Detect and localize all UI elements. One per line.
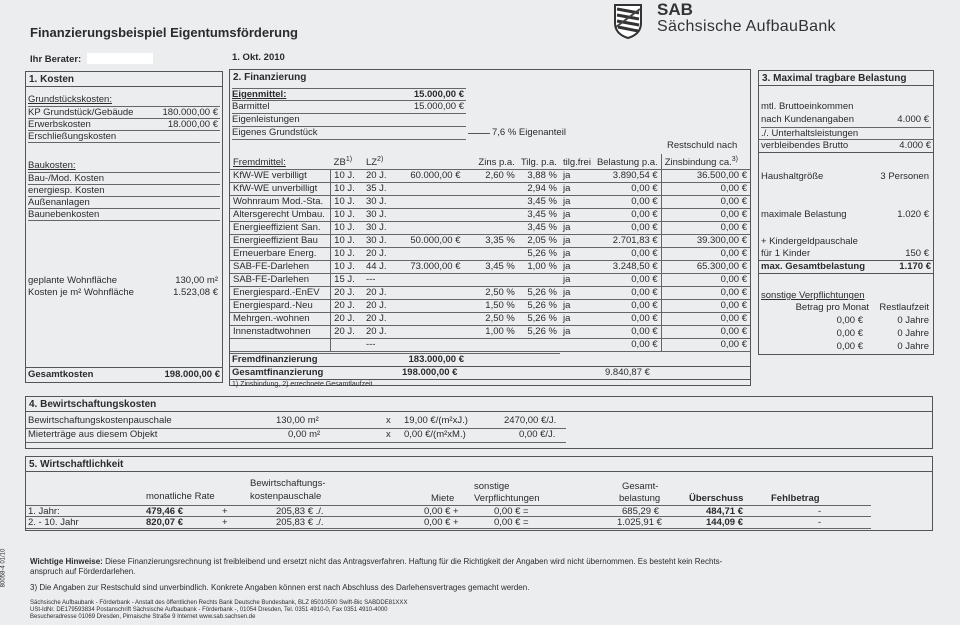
footer-line-1: Sächsische Aufbaubank - Förderbank - Anstalt des öffentlichen Rechts Bank Deutsche Bundesbank, BLZ 85010500 Swift-Bic SABDDE81XXX bbox=[30, 600, 408, 606]
cell-tilg: 1,00 % bbox=[527, 261, 557, 273]
col-zb-sup: 1) bbox=[345, 156, 353, 163]
cell-tilg: 5,26 % bbox=[527, 287, 557, 299]
cell-rest: 0,00 € bbox=[661, 339, 750, 352]
cell-lz: 30 J. bbox=[365, 196, 387, 208]
haushalt-row: Haushaltgröße 3 Personen bbox=[761, 171, 929, 182]
cell-zins bbox=[464, 339, 518, 352]
advisor-name-redacted bbox=[87, 53, 153, 64]
eigenanteil-connector bbox=[468, 133, 490, 134]
cell-tilg bbox=[518, 339, 560, 352]
cell-tilg: 5,26 % bbox=[527, 326, 557, 338]
eigenanteil: 7,6 % Eigenanteil bbox=[492, 127, 566, 138]
kosten-row: energiesp. Kosten bbox=[28, 184, 220, 196]
cell-tf: ja bbox=[562, 326, 571, 338]
cell-zb: 10 J. bbox=[334, 248, 355, 260]
footer-line-2: USt-IdNr. DE179593834 Postanschrift Sächsische Aufbaubank - Förderbank -, 01054 Dresden, Tel. 0351 4910-0, Fax 0351 4910-4000 bbox=[30, 607, 388, 613]
unterhalt-row: ./. Unterhaltsleistungen bbox=[761, 127, 931, 139]
cell-tilg: 3,45 % bbox=[527, 209, 557, 221]
cell-bel: 0,00 € bbox=[631, 209, 658, 221]
cell-bel: 3.890,54 € bbox=[612, 170, 658, 182]
cell-zins bbox=[464, 248, 518, 261]
cell-bel: 0,00 € bbox=[631, 274, 658, 286]
cell-name: SAB-FE-Darlehen bbox=[230, 274, 331, 287]
cell-bel: 0,00 € bbox=[631, 339, 658, 351]
cell-tilg: 3,88 % bbox=[527, 170, 557, 182]
cell-zb bbox=[331, 339, 363, 352]
kosten-row: KP Grundstück/Gebäude 180.000,00 € bbox=[28, 107, 218, 118]
cell-betrag: 73.000,00 € bbox=[410, 261, 461, 273]
cell-zb: 10 J. bbox=[334, 196, 355, 208]
wirtschaft-row: 2. - 10. Jahr 820,07 € + 205,83 € ./. 0,00 € + 0,00 € = 1.025,91 € 144,09 € - bbox=[26, 517, 871, 529]
col-zb: ZB bbox=[333, 157, 346, 169]
cell-name: Energieeffizient Bau bbox=[230, 235, 331, 248]
cell-tilg: 5,26 % bbox=[527, 300, 557, 312]
cell-zins: 2,60 % bbox=[485, 170, 515, 182]
cell-zb: 20 J. bbox=[334, 326, 355, 338]
cell-lz: 44 J. bbox=[365, 261, 387, 273]
logo-bank-name: Sächsische AufbauBank bbox=[657, 18, 836, 35]
cell-name: Erneuerbare Energ. bbox=[230, 248, 331, 261]
col-rate: monatliche Rate bbox=[146, 491, 215, 502]
gesamtkosten-row: Gesamtkosten 198.000,00 € bbox=[28, 369, 220, 380]
section-wirtschaftlichkeit bbox=[25, 456, 933, 531]
cell-rest: 0,00 € bbox=[661, 209, 750, 222]
col-zins: Zins p.a. bbox=[478, 157, 515, 169]
cell-rest: 36.500,00 € bbox=[661, 170, 750, 183]
fremdmittel-row bbox=[230, 339, 750, 352]
cell-zins bbox=[464, 196, 518, 209]
cell-zb: 10 J. bbox=[334, 209, 355, 221]
cell-betrag bbox=[401, 287, 463, 300]
brutto-label-1: mtl. Bruttoeinkommen bbox=[761, 101, 854, 112]
sonstige-row: 0,00 € 0 Jahre bbox=[836, 328, 929, 339]
cell-betrag bbox=[401, 326, 463, 339]
cell-name: Altersgerecht Umbau. bbox=[230, 209, 331, 222]
qm-kosten-row: Kosten je m² Wohnfläche 1.523,08 € bbox=[28, 287, 218, 298]
cell-tilg bbox=[518, 274, 560, 287]
cell-name: Energiespard.-Neu bbox=[230, 300, 331, 313]
fremdmittel-row bbox=[230, 274, 750, 287]
kosten-row: Bau-/Mod. Kosten bbox=[28, 172, 220, 184]
col-bewirtschaftung-2: kostenpauschale bbox=[250, 491, 322, 502]
col-fremdmittel: Fremdmittel: bbox=[233, 157, 286, 169]
section-heading: 1. Kosten bbox=[26, 72, 222, 87]
col-lz: LZ bbox=[365, 157, 378, 169]
cell-lz: 20 J. bbox=[365, 287, 387, 299]
footer-line-3: Besucheradresse 01069 Dresden, Pirnaische Straße 9 Internet www.sab.sachsen.de bbox=[30, 614, 256, 620]
cell-name: Mehrgen.-wohnen bbox=[230, 313, 331, 326]
cell-bel: 0,00 € bbox=[631, 313, 658, 325]
hinweis-line-3: 3) Die Angaben zur Restschuld sind unverbindlich. Konkrete Angaben können erst nach Abschluss des Darlehensvertrages gemacht werden. bbox=[30, 583, 530, 592]
fremdmittel-row bbox=[230, 300, 750, 313]
cell-zb: 10 J. bbox=[334, 222, 355, 234]
cell-rest: 0,00 € bbox=[661, 326, 750, 339]
max-belastung-row: maximale Belastung 1.020 € bbox=[761, 209, 929, 220]
cell-tf: ja bbox=[562, 287, 571, 299]
fremdmittel-row bbox=[230, 183, 750, 196]
cell-bel: 0,00 € bbox=[631, 248, 658, 260]
cell-bel: 3.248,50 € bbox=[612, 261, 658, 273]
sonstige-header: Betrag pro Monat Restlaufzeit bbox=[795, 302, 929, 313]
cell-betrag bbox=[401, 300, 463, 313]
cell-zins: 3,35 % bbox=[485, 235, 515, 247]
cell-tf: ja bbox=[562, 274, 571, 286]
cell-tf: ja bbox=[562, 196, 571, 208]
section-heading: 5. Wirtschaftlichkeit bbox=[26, 457, 932, 472]
sonstige-row: 0,00 € 0 Jahre bbox=[836, 341, 929, 352]
cell-betrag: 60.000,00 € bbox=[410, 170, 461, 182]
cell-rest: 0,00 € bbox=[661, 287, 750, 300]
wohnflaeche-row: geplante Wohnfläche 130,00 m² bbox=[28, 275, 218, 286]
cell-rest: 39.300,00 € bbox=[661, 235, 750, 248]
sonstige-label: sonstige Verpflichtungen bbox=[761, 290, 865, 301]
cell-lz: 20 J. bbox=[365, 248, 387, 260]
col-rest-sup: 3) bbox=[731, 156, 738, 163]
cell-lz: 20 J. bbox=[365, 300, 387, 312]
cell-zb: 10 J. bbox=[334, 170, 355, 182]
cell-tf bbox=[560, 339, 594, 352]
cell-bel: 0,00 € bbox=[631, 183, 658, 195]
section-bewirtschaftung bbox=[25, 396, 933, 449]
fremdmittel-row bbox=[230, 196, 750, 209]
cell-zins: 2,50 % bbox=[485, 287, 515, 299]
eigen-row: Eigenes Grundstück bbox=[232, 127, 466, 140]
kosten-row: Baunebenkosten bbox=[28, 208, 220, 221]
cell-zb: 10 J. bbox=[334, 183, 355, 195]
fremdmittel-row bbox=[230, 170, 750, 183]
bewirtschaftung-row: Bewirtschaftungskostenpauschale 130,00 m² x 19,00 €/(m²xJ.) 2470,00 €/J. bbox=[26, 415, 566, 429]
cell-betrag bbox=[401, 339, 463, 352]
grundstueck-label: Grundstückskosten: bbox=[28, 94, 112, 105]
cell-tilg: 5,26 % bbox=[527, 313, 557, 325]
cell-zins bbox=[464, 209, 518, 222]
cell-bel: 0,00 € bbox=[631, 196, 658, 208]
hinweis-line-1: Wichtige Hinweise: Diese Finanzierungsrechnung ist freibleibend und ersetzt nicht das Antragsverfahren. Haftung für die Richtigkeit der Angaben wird nicht übernommen. Es besteht kein Rechts- bbox=[30, 557, 723, 566]
col-gesamt-1: Gesamt- bbox=[622, 481, 659, 492]
col-tilgfrei: tilg.frei bbox=[562, 157, 591, 169]
cell-betrag bbox=[401, 222, 463, 235]
form-number: 80058-4 01/10 bbox=[0, 548, 7, 588]
eigenmittel-row: Eigenmittel: 15.000,00 € bbox=[232, 89, 464, 100]
cell-name: Energieeffizient San. bbox=[230, 222, 331, 235]
fremdmittel-table bbox=[230, 154, 750, 352]
kindergeld-label: + Kindergeldpauschale bbox=[761, 236, 858, 247]
page-title: Finanzierungsbeispiel Eigentumsförderung bbox=[30, 25, 298, 40]
baukosten-label: Baukosten: bbox=[28, 160, 76, 171]
cell-zb: 20 J. bbox=[334, 300, 355, 312]
document-date: 1. Okt. 2010 bbox=[232, 52, 285, 63]
saxony-crest-icon bbox=[612, 3, 644, 39]
cell-tf: ja bbox=[562, 209, 571, 221]
cell-bel: 0,00 € bbox=[631, 222, 658, 234]
cell-betrag: 50.000,00 € bbox=[410, 235, 461, 247]
cell-tf: ja bbox=[562, 183, 571, 195]
cell-lz: 20 J. bbox=[365, 326, 387, 338]
cell-name: KfW-WE verbilligt bbox=[230, 170, 331, 183]
bewirtschaftung-row: Mieterträge aus diesem Objekt 0,00 m² x 0,00 €/(m²xM.) 0,00 €/J. bbox=[26, 429, 566, 443]
col-lz-sup: 2) bbox=[377, 156, 384, 163]
cell-zins bbox=[464, 183, 518, 196]
cell-rest: 0,00 € bbox=[661, 313, 750, 326]
col-restschuld-2: Zinsbindung ca. bbox=[664, 157, 732, 169]
cell-bel: 0,00 € bbox=[631, 326, 658, 338]
cell-tilg: 3,45 % bbox=[527, 196, 557, 208]
kindergeld-row: für 1 Kinder 150 € bbox=[761, 248, 929, 259]
cell-lz: --- bbox=[365, 274, 376, 286]
cell-name: Energiespard.-EnEV bbox=[230, 287, 331, 300]
col-gesamt-2: belastung bbox=[619, 493, 661, 504]
sonstige-row: 0,00 € 0 Jahre bbox=[836, 315, 929, 326]
col-tilgung: Tilg. p.a. bbox=[520, 157, 557, 169]
cell-lz: 30 J. bbox=[365, 209, 387, 221]
cell-zins bbox=[464, 222, 518, 235]
cell-rest: 0,00 € bbox=[661, 196, 750, 209]
cell-zb: 10 J. bbox=[334, 261, 355, 273]
cell-zins: 2,50 % bbox=[485, 313, 515, 325]
col-restschuld-1: Restschuld nach bbox=[667, 140, 738, 151]
cell-name: Wohnraum Mod.-Sta. bbox=[230, 196, 331, 209]
fremdmittel-row bbox=[230, 209, 750, 222]
verbleibend-row: verbleibendes Brutto 4.000 € bbox=[761, 140, 931, 151]
fremdmittel-row bbox=[230, 261, 750, 274]
cell-tilg: 2,05 % bbox=[527, 235, 557, 247]
col-ueberschuss: Überschuss bbox=[689, 493, 744, 504]
col-bewirtschaftung-1: Bewirtschaftungs- bbox=[250, 478, 326, 489]
cell-zb: 15 J. bbox=[334, 274, 355, 286]
cell-zins: 1,50 % bbox=[485, 300, 515, 312]
cell-name bbox=[230, 339, 331, 352]
cell-tilg: 5,26 % bbox=[527, 248, 557, 260]
hinweis-line-2: anspruch auf Förderdarlehen. bbox=[30, 567, 136, 576]
kosten-row: Außenanlagen bbox=[28, 196, 220, 208]
cell-name: KfW-WE unverbilligt bbox=[230, 183, 331, 196]
cell-lz: 20 J. bbox=[365, 170, 387, 182]
cell-tf: ja bbox=[562, 313, 571, 325]
cell-tf: ja bbox=[562, 261, 571, 273]
cell-tilg: 3,45 % bbox=[527, 222, 557, 234]
cell-bel: 0,00 € bbox=[631, 300, 658, 312]
cell-rest: 0,00 € bbox=[661, 300, 750, 313]
fremdmittel-row bbox=[230, 287, 750, 300]
wirtschaft-row: 1. Jahr: 479,46 € + 205,83 € ./. 0,00 € + 0,00 € = 685,29 € 484,71 € - bbox=[26, 505, 871, 517]
cell-betrag bbox=[401, 313, 463, 326]
cell-zins: 1,00 % bbox=[485, 326, 515, 338]
cell-name: SAB-FE-Darlehen bbox=[230, 261, 331, 274]
cell-bel: 2.701,83 € bbox=[612, 235, 658, 247]
section-finanzierung bbox=[229, 69, 751, 386]
fremdmittel-row bbox=[230, 313, 750, 326]
col-fehlbetrag: Fehlbetrag bbox=[771, 493, 820, 504]
cell-tf: ja bbox=[562, 235, 571, 247]
cell-betrag bbox=[401, 209, 463, 222]
fremdmittel-row bbox=[230, 326, 750, 339]
section-kosten bbox=[25, 71, 223, 383]
cell-rest: 0,00 € bbox=[661, 274, 750, 287]
col-belastung: Belastung p.a. bbox=[596, 157, 658, 169]
cell-tf: ja bbox=[562, 222, 571, 234]
cell-betrag bbox=[401, 248, 463, 261]
section-heading: 4. Bewirtschaftungskosten bbox=[26, 397, 932, 412]
col-sonstige-2: Verpflichtungen bbox=[474, 493, 540, 504]
cell-lz: 30 J. bbox=[365, 235, 387, 247]
logo-abbreviation: SAB bbox=[657, 0, 693, 19]
eigen-row: Barmittel 15.000,00 € bbox=[232, 101, 464, 112]
cell-rest: 0,00 € bbox=[661, 183, 750, 196]
cell-zins: 3,45 % bbox=[485, 261, 515, 273]
max-gesamtbelastung-row: max. Gesamtbelastung 1.170 € bbox=[761, 261, 931, 272]
cell-rest: 65.300,00 € bbox=[661, 261, 750, 274]
cell-zb: 20 J. bbox=[334, 287, 355, 299]
col-miete: Miete bbox=[431, 493, 455, 504]
cell-tf: ja bbox=[562, 170, 571, 182]
col-sonstige-1: sonstige bbox=[474, 481, 510, 492]
cell-lz: 20 J. bbox=[365, 313, 387, 325]
cell-bel: 0,00 € bbox=[631, 287, 658, 299]
brutto-row: nach Kundenangaben 4.000 € bbox=[761, 114, 929, 125]
fremdmittel-row bbox=[230, 222, 750, 235]
cell-name: Innenstadtwohnen bbox=[230, 326, 331, 339]
cell-betrag bbox=[401, 196, 463, 209]
fremdmittel-row bbox=[230, 235, 750, 248]
cell-zb: 10 J. bbox=[334, 235, 355, 247]
kosten-row: Erwerbskosten 18.000,00 € bbox=[28, 119, 218, 130]
cell-rest: 0,00 € bbox=[661, 248, 750, 261]
cell-lz: 30 J. bbox=[365, 222, 387, 234]
eigen-row: Eigenleistungen bbox=[232, 114, 466, 127]
cell-tf: ja bbox=[562, 248, 571, 260]
cell-zins bbox=[464, 274, 518, 287]
cell-betrag bbox=[401, 183, 463, 196]
kosten-row: Erschließungskosten bbox=[28, 130, 220, 143]
cell-betrag bbox=[401, 274, 463, 287]
cell-tf: ja bbox=[562, 300, 571, 312]
cell-lz: 35 J. bbox=[365, 183, 387, 195]
cell-lz: --- bbox=[365, 339, 376, 351]
cell-rest: 0,00 € bbox=[661, 222, 750, 235]
cell-tilg: 2,94 % bbox=[527, 183, 557, 195]
fremdfinanzierung-row: Fremdfinanzierung 183.000,00 € bbox=[230, 353, 560, 366]
finanzierung-footnote: 1) Zinsbindung, 2) errechnete Gesamtlaufzeit bbox=[232, 381, 373, 388]
section-heading: 3. Maximal tragbare Belastung bbox=[759, 71, 933, 86]
fremdmittel-row bbox=[230, 248, 750, 261]
advisor-label: Ihr Berater: bbox=[30, 54, 82, 65]
cell-zb: 20 J. bbox=[334, 313, 355, 325]
section-belastung bbox=[758, 70, 934, 355]
section-heading: 2. Finanzierung bbox=[233, 72, 307, 83]
gesamtfinanzierung-row: Gesamtfinanzierung 198.000,00 € 9.840,87 € bbox=[230, 366, 750, 380]
